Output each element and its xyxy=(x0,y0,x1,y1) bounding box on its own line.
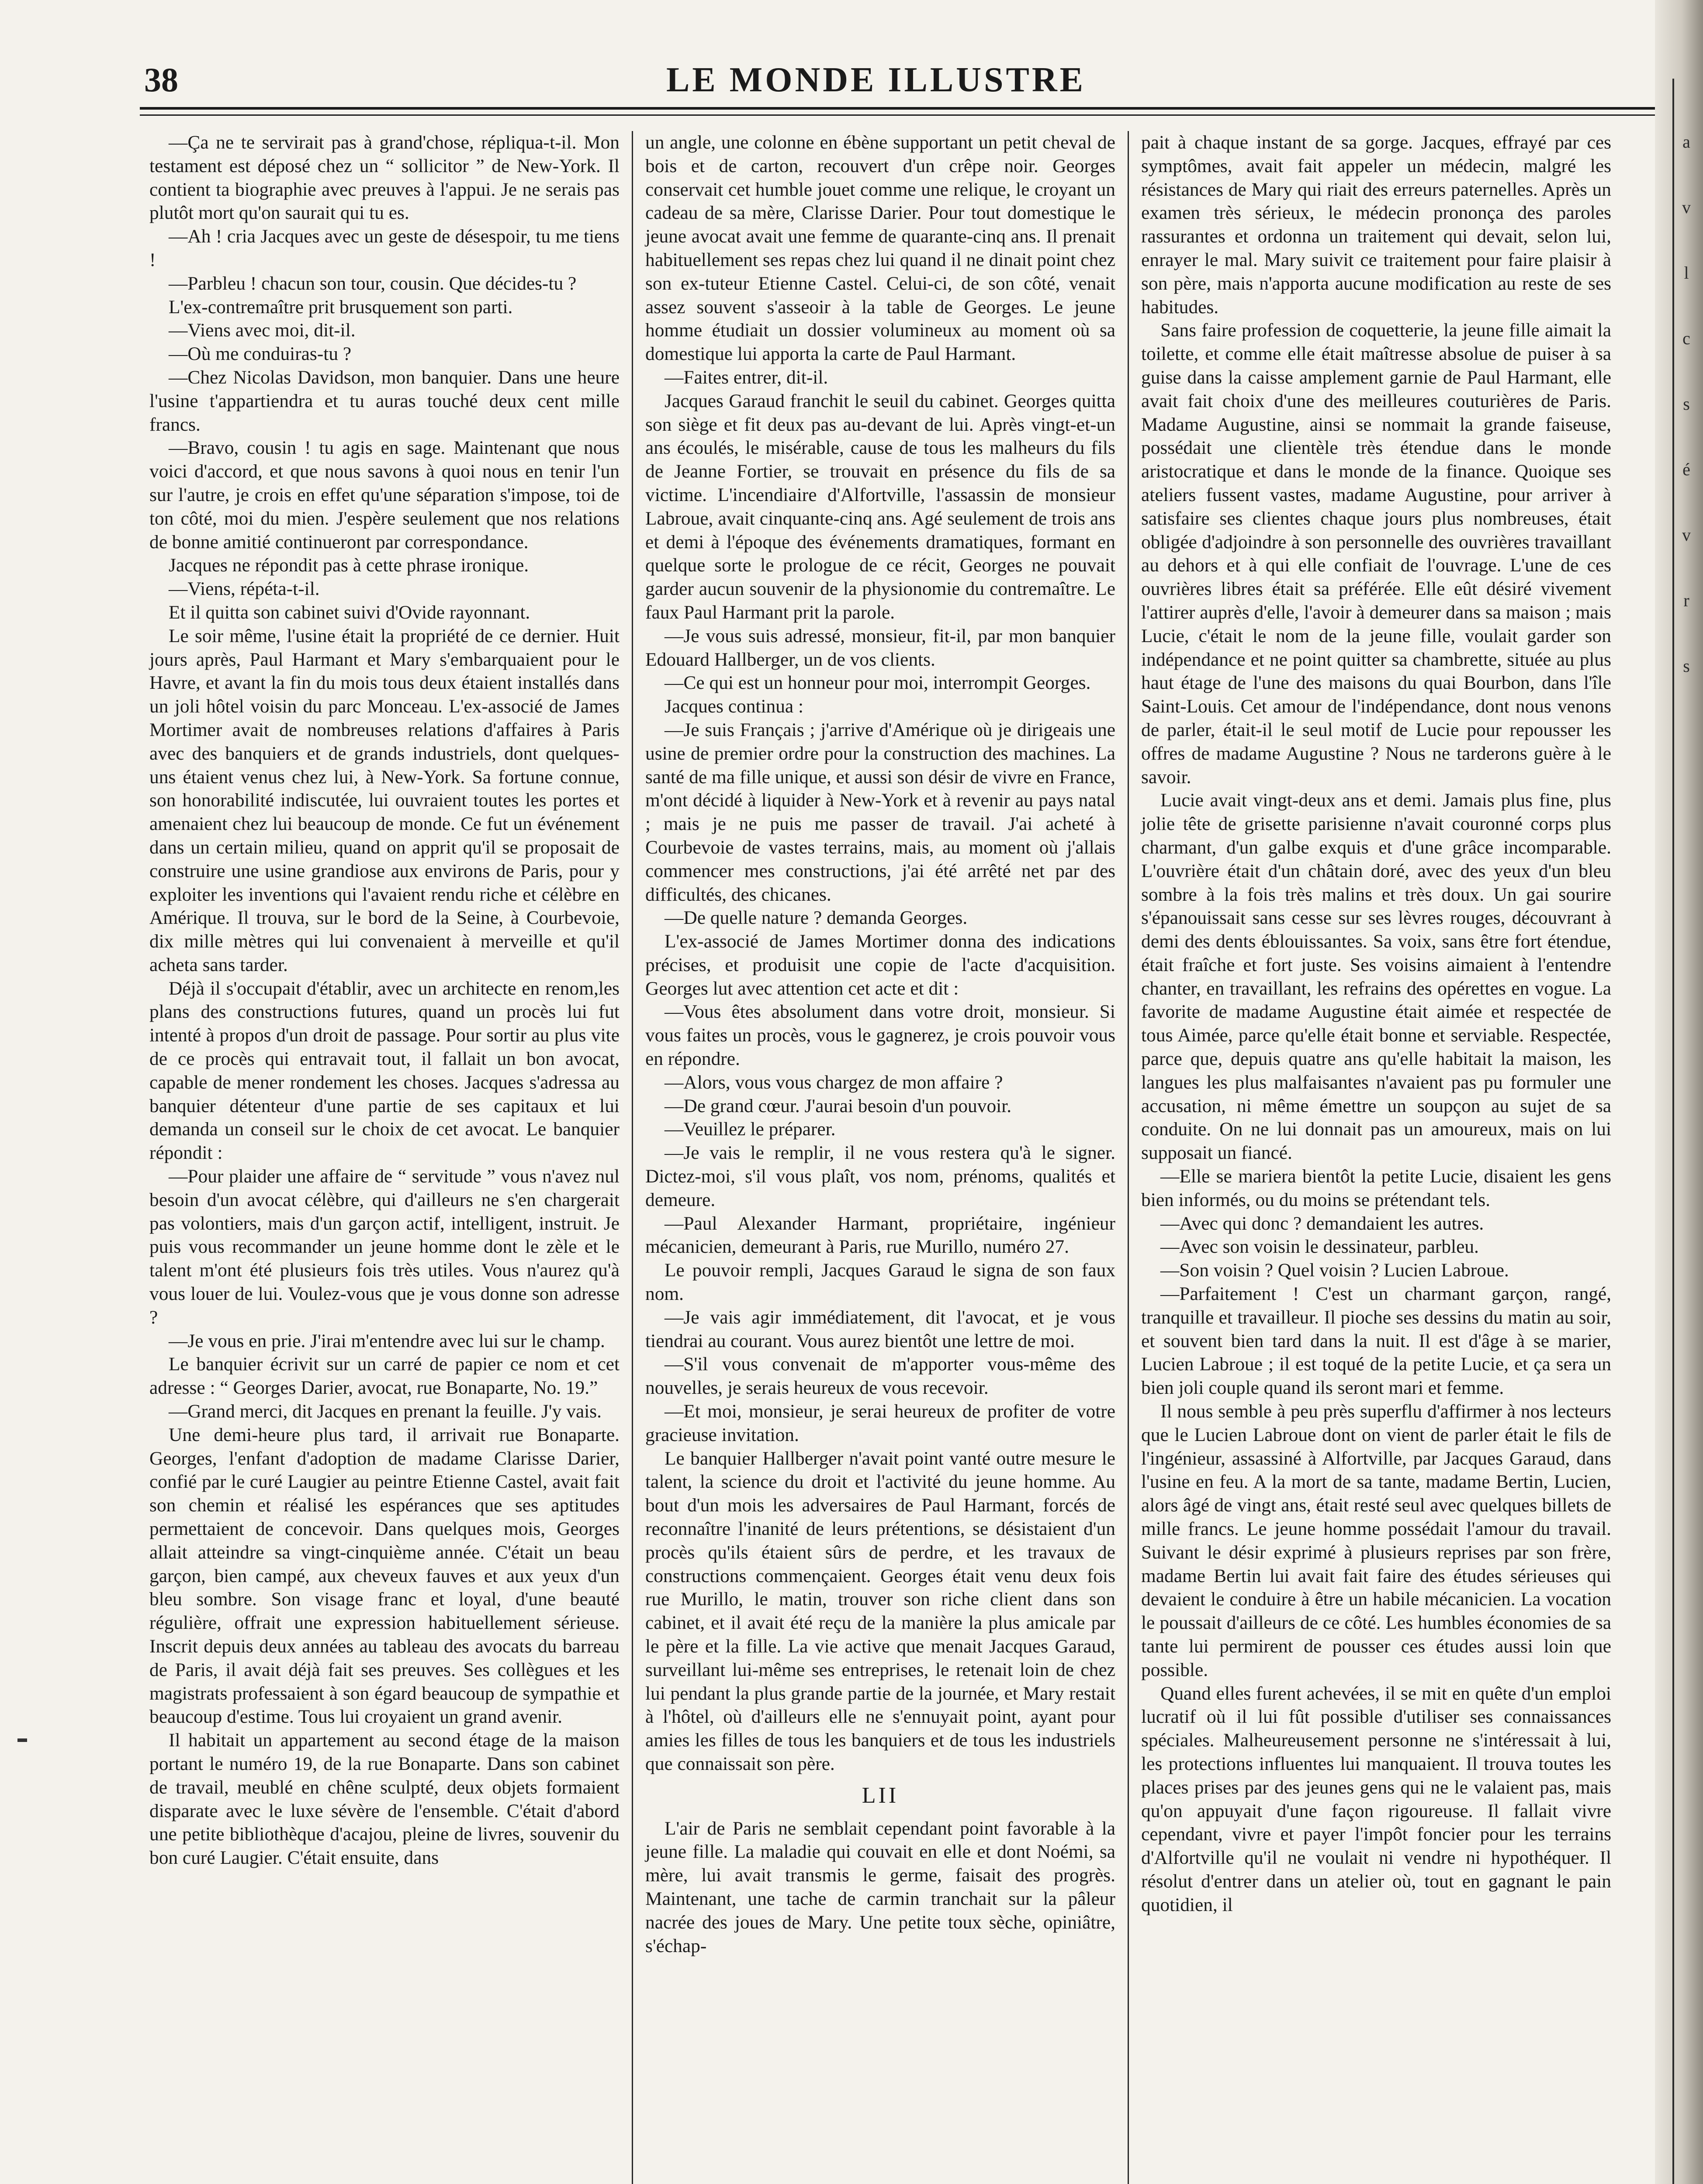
article-paragraph: —Où me conduiras-tu ? xyxy=(169,343,352,365)
article-paragraph: Il habitait un appartement au second étage de la maison portant le numéro 19, de la rue Bonaparte. Dans son cabinet de travail, meublé en chêne sculpté, deux objets formaient disparate avec le luxe sévère de l'ensemble. C'était d'abord une petite bibliothèque d'acajou, pleine de livres, souvenir du bon curé Laugier. C'était ensuite, dans xyxy=(149,1730,620,1869)
article-paragraph: —De grand cœur. J'aurai besoin d'un pouvoir. xyxy=(665,1095,1012,1116)
article-paragraph: —Parfaitement ! C'est un charmant garçon, rangé, tranquille et travailleur. Il pioche ses dessins du matin au soir, et souvent bien tard dans la nuit. Il est d'âge à se marier, Lucien Labroue ; il est toqué de la petite Lucie, et ça sera un bien joli couple quand ils seront mari et femme. xyxy=(1141,1283,1611,1399)
article-paragraph: —Viens, répéta-t-il. xyxy=(169,578,320,600)
journal-title: LE MONDE ILLUSTRE xyxy=(666,61,1086,99)
page-header xyxy=(140,52,1612,105)
article-paragraph: Déjà il s'occupait d'établir, avec un architecte en renom,les plans des constructions futures, quand un procès lui fut intenté à propos d'un droit de passage. Pour sortir au plus vite de ce procès qui entravait tout, il fallait un bon avocat, capable de mener rondement les choses. Jacques s'adressa au banquier détenteur d'une partie de ses capitaux et lui demanda un conseil sur le choix de cet avocat. Le banquier répondit : xyxy=(149,978,620,1164)
article-paragraph: —Avec son voisin le dessinateur, parbleu. xyxy=(1160,1236,1479,1258)
column-1 xyxy=(140,131,629,2184)
article-paragraph: Et il quitta son cabinet suivi d'Ovide rayonnant. xyxy=(169,601,530,623)
article-paragraph: L'ex-associé de James Mortimer donna des indications précises, et produisit une copie de l'acte d'acquisition. Georges lut avec attention cet acte et dit : xyxy=(645,931,1115,999)
article-paragraph: pait à chaque instant de sa gorge. Jacques, effrayé par ces symptômes, avait fait appeler un médecin, malgré les résistances de Mary qui riait des erreurs paternelles. Après un examen très sérieux, le médecin prononça des paroles rassurantes et ordonna un traitement qui devait, selon lui, enrayer le mal. Mary suivit ce traitement pour faire plaisir à son père, mais n'apporta aucune modification au reste de ses habitudes. xyxy=(1141,132,1611,318)
edge-letter: r xyxy=(1683,591,1689,610)
article-paragraph: —Bravo, cousin ! tu agis en sage. Maintenant que nous voici d'accord, et que nous savons à quoi nous en tenir l'un sur l'autre, je crois en effet qu'une séparation s'impose, toi de ton côté, moi du mien. J'espère seulement que nos relations de bonne amitié continueront par correspondance. xyxy=(149,437,620,553)
article-paragraph: —Pour plaider une affaire de “ servitude ” vous n'avez nul besoin d'un avocat célèbre, qui d'ailleurs ne s'en chargerait pas volontiers, mais d'un garçon actif, intelligent, instruit. Je puis vous recommander un jeune homme dont le zèle et le talent m'ont été plusieurs fois très utiles. Vous n'aurez qu'à vous louer de lui. Voulez-vous que je vous donne son adresse ? xyxy=(149,1166,620,1328)
article-paragraph: Sans faire profession de coquetterie, la jeune fille aimait la toilette, et comme elle était maîtresse absolue de puiser à sa guise dans la caisse amplement garnie de Paul Harmant, elle avait fait choix d'une des meilleures couturières de Paris. Madame Augustine, ainsi se nommait la grande faiseuse, possédait une clientèle très étendue dans le monde aristocratique et dans le monde de la finance. Quoique ses ateliers fussent vastes, madame Augustine, pour arriver à satisfaire ses clientes chaque jours plus nombreuses, était obligée d'adjoindre à son personnelle des ouvrières travaillant au dehors et à qui elle confiait de l'ouvrage. L'une de ces ouvrières libres était sa préférée. Elle eût désiré vivement l'attirer auprès d'elle, l'avoir à demeurer dans sa maison ; mais Lucie, c'était le nom de la jeune fille, voulait garder son indépendance et ne point quitter sa chambrette, située au plus haut étage de l'une des maisons du quai Bourbon, dans l'île Saint-Louis. Cet amour de l'indépendance, dont nous venons de parler, était-il le seul motif de Lucie pour repousser les offres de madame Augustine ? Nous ne tarderons guère à le savoir. xyxy=(1141,320,1611,788)
article-paragraph: —Je vous en prie. J'irai m'entendre avec lui sur le champ. xyxy=(169,1330,605,1351)
article-paragraph: Il nous semble à peu près superflu d'affirmer à nos lecteurs que le Lucien Labroue dont on vient de parler était le fils de l'ingénieur, assassiné à Alfortville, par Jacques Garaud, dans l'usine en feu. A la mort de sa tante, madame Bertin, Lucien, alors âgé de vingt ans, était resté seul avec quelques billets de mille francs. Le jeune homme possédait l'amour du travail. Suivant le désir exprimé à plusieurs reprises par son frère, madame Bertin lui avait fait faire des études sérieuses qui devaient le conduire à être un habile mécanicien. La vocation le poussait d'ailleurs de ce côté. Les humbles économies de sa tante lui permirent de pousser ces études aussi loin que possible. xyxy=(1141,1401,1611,1680)
article-paragraph: Le soir même, l'usine était la propriété de ce dernier. Huit jours après, Paul Harmant et Mary s'embarquaient pour le Havre, et avant la fin du mois tous deux étaient installés dans un joli hôtel voisin du parc Monceau. L'ex-associé de James Mortimer avait de nombreuses relations d'affaires à Paris avec des banquiers et de grands industriels, dont quelques-uns étaient venus chez lui, à New-York. Sa fortune connue, son honorabilité indiscutée, lui ouvraient toutes les portes et amenaient chez lui beaucoup de monde. Ce fut un événement dans un certain milieu, quand on apprit qu'il se proposait de construire une usine grandiose aux environs de Paris, pour y exploiter les inventions qui l'avaient rendu riche et célèbre en Amérique. Il trouva, sur le bord de la Seine, à Courbevoie, dix mille mètres qui lui convenaient à merveille et qu'il acheta sans tarder. xyxy=(149,625,620,975)
article-paragraph: —Chez Nicolas Davidson, mon banquier. Dans une heure l'usine t'appartiendra et tu auras touché deux cent mille francs. xyxy=(149,366,620,435)
article-paragraph: Jacques continua : xyxy=(665,696,804,717)
header-rule-top xyxy=(140,107,1656,110)
article-paragraph: Lucie avait vingt-deux ans et demi. Jamais plus fine, plus jolie tête de grisette parisienne n'avait couronné corps plus charmant, d'un galbe exquis et d'une grâce incomparable. L'ouvrière était d'un châtain doré, avec des yeux d'un bleu sombre à la fois très malins et très doux. Un gai sourire s'épanouissait sans cesse sur ses lèvres rouges, découvrant à demi des dents éblouissantes. Sa voix, sans être fort étendue, était fraîche et fort juste. Ses voisins aimaient à l'entendre chanter, en travaillant, les refrains des opérettes en vogue. La favorite de madame Augustine était aimée et respectée de tous Aimée, parce qu'elle était bonne et serviable. Respectée, parce que, depuis quatre ans qu'elle habitait la maison, les langues les plus malfaisantes n'avaient pas pu formuler une accusation, ni même émettre un soupçon au sujet de sa conduite. On ne lui donnait pas un amoureux, mais on lui supposait un fiancé. xyxy=(1141,790,1611,1164)
article-paragraph: —Je vais agir immédiatement, dit l'avocat, et je vous tiendrai au courant. Vous aurez bientôt une lettre de moi. xyxy=(645,1306,1115,1351)
edge-letter: s xyxy=(1683,394,1690,414)
article-paragraph: Quand elles furent achevées, il se mit en quête d'un emploi lucratif où il lui fût possible d'utiliser ses connaissances spéciales. Malheureusement personne ne s'intéressait à lui, les protections influentes lui manquaient. Il trouva toutes les places prises par des jeunes gens qui ne le valaient pas, mais qu'on appuyait d'une façon rigoureuse. Il fallait vivre cependant, vivre et payer l'impôt foncier pour les terrains d'Alfortville qu'il ne voulait ni vendre ni hypothéquer. Il résolut d'entrer dans un atelier où, tout en gagnant le pain quotidien, il xyxy=(1141,1683,1611,1915)
header-rule-bottom xyxy=(140,114,1656,116)
article-paragraph: Une demi-heure plus tard, il arrivait rue Bonaparte. Georges, l'enfant d'adoption de madame Clarisse Darier, confié par le curé Laugier au peintre Etienne Castel, avait fait son chemin et réalisé les espérances que ses aptitudes permettaient de concevoir. Dans quelques mois, Georges allait atteindre sa vingt-cinquième année. C'était un beau garçon, bien campé, aux cheveux fauves et aux yeux d'un bleu sombre. Son visage franc et loyal, d'une beauté régulière, offrait une expression habituellement sérieuse. Inscrit depuis deux années au tableau des avocats du barreau de Paris, il avait déjà fait ses preuves. Ses collègues et les magistrats professaient à son égard beaucoup de sympathie et beaucoup d'estime. Tous lui croyaient un grand avenir. xyxy=(149,1424,620,1728)
chapter-heading: LII xyxy=(862,1783,899,1808)
article-paragraph: Jacques ne répondit pas à cette phrase ironique. xyxy=(169,555,529,576)
adjacent-page-rule xyxy=(1672,79,1674,2184)
article-paragraph: —Et moi, monsieur, je serai heureux de profiter de votre gracieuse invitation. xyxy=(645,1401,1115,1445)
edge-letter: s xyxy=(1683,656,1690,676)
column-divider xyxy=(632,131,633,2184)
article-paragraph: —Paul Alexander Harmant, propriétaire, ingénieur mécanicien, demeurant à Paris, rue Murillo, numéro 27. xyxy=(645,1213,1115,1258)
article-paragraph: —Faites entrer, dit-il. xyxy=(665,366,828,388)
article-paragraph: Jacques Garaud franchit le seuil du cabinet. Georges quitta son siège et fit deux pas au-devant de lui. Après vingt-et-un ans écoulés, le misérable, cause de tous les malheurs du fils de Jeanne Fortier, se trouvait en présence du fils de sa victime. L'incendiaire d'Alfortville, l'assassin de monsieur Labroue, avait cinquante-cinq ans. Agé seulement de trois ans et demi à l'époque des événements dramatiques, formant en quelque sorte le prologue de ce récit, Georges ne pouvait garder aucun souvenir de la physionomie du contremaître. Le faux Paul Harmant prit la parole. xyxy=(645,390,1115,623)
edge-letter: l xyxy=(1684,263,1689,283)
article-paragraph: —Ah ! cria Jacques avec un geste de désespoir, tu me tiens ! xyxy=(149,226,620,270)
edge-letter: a xyxy=(1682,132,1690,152)
article-paragraph: Le banquier Hallberger n'avait point vanté outre mesure le talent, la science du droit et l'activité du jeune homme. Au bout d'un mois les adversaires de Paul Harmant, forcés de reconnaître l'inanité de leurs prétentions, se désistaient d'un procès qu'ils étaient sûrs de perdre, et les travaux de constructions commençaient. Georges était venu deux fois rue Murillo, le matin, trouver son riche client dans son cabinet, et il avait été reçu de la manière la plus amicale par le père et la fille. La vie active que menait Jacques Garaud, surveillant lui-même ses entreprises, le retenait loin de chez lui pendant la plus grande partie de la journée, et Mary restait à l'hôtel, où d'ailleurs elle ne s'ennuyait point, ayant pour amies les filles de tous les banquiers et de tous les industriels que connaissait son père. xyxy=(645,1448,1115,1774)
article-paragraph: —Grand merci, dit Jacques en prenant la feuille. J'y vais. xyxy=(169,1401,602,1422)
article-paragraph: un angle, une colonne en ébène supportant un petit cheval de bois et de carton, recouvert d'un crêpe noir. Georges conservait cet humble jouet comme une relique, le croyant un cadeau de sa mère, Clarisse Darier. Pour tout domestique le jeune avocat avait une femme de quarante-cinq ans. Il prenait habituellement ses repas chez lui quand il ne dinait point chez son ex-tuteur Etienne Castel. Celui-ci, de son côté, venait assez souvent s'asseoir à la table de Georges. Le jeune homme étudiait un dossier volumineux au moment où sa domestique lui apporta la carte de Paul Harmant. xyxy=(645,132,1115,365)
print-mark xyxy=(17,1738,27,1742)
article-paragraph: —Parbleu ! chacun son tour, cousin. Que décides-tu ? xyxy=(169,273,577,294)
edge-letter: v xyxy=(1682,525,1691,545)
article-paragraph: Le banquier écrivit sur un carré de papier ce nom et cet adresse : “ Georges Darier, avocat, rue Bonaparte, No. 19.” xyxy=(149,1354,620,1399)
article-paragraph: —Vous êtes absolument dans votre droit, monsieur. Si vous faites un procès, vous le gagnerez, je crois pouvoir vous en répondre. xyxy=(645,1001,1115,1070)
article-paragraph: —Alors, vous vous chargez de mon affaire ? xyxy=(665,1071,1003,1093)
article-paragraph: L'air de Paris ne semblait cependant point favorable à la jeune fille. La maladie qui couvait en elle et dont Noémi, sa mère, lui avait transmis le germe, faisait des progrès. Maintenant, une tache de carmin tranchait sur la pâleur nacrée des joues de Mary. Une petite toux sèche, opiniâtre, s'échap- xyxy=(645,1818,1115,1956)
edge-letter: é xyxy=(1682,460,1690,479)
column-3 xyxy=(1132,131,1621,2184)
article-paragraph: —Veuillez le préparer. xyxy=(665,1119,836,1140)
edge-letter: v xyxy=(1682,197,1691,217)
text-columns xyxy=(140,131,1634,2184)
article-paragraph: —S'il vous convenait de m'apporter vous-même des nouvelles, je serais heureux de vous recevoir. xyxy=(645,1354,1115,1399)
article-paragraph: —Je suis Français ; j'arrive d'Amérique où je dirigeais une usine de premier ordre pour la construction des machines. La santé de ma fille unique, et aussi son désir de vivre en France, m'ont décidé à liquider à New-York et à revenir au pays natal ; mais je ne puis me passer de travail. J'ai acheté à Courbevoie de vastes terrains, mais, au moment où j'allais commencer mes constructions, j'ai été arrêté net par des difficultés, des chicanes. xyxy=(645,719,1115,905)
adjacent-page-letters xyxy=(1678,109,1695,699)
article-paragraph: —Viens avec moi, dit-il. xyxy=(169,320,356,341)
article-paragraph: —Son voisin ? Quel voisin ? Lucien Labroue. xyxy=(1160,1260,1509,1281)
article-paragraph: —Ça ne te servirait pas à grand'chose, répliqua-t-il. Mon testament est déposé chez un “ sollicitor ” de New-York. Il contient ta biographie avec preuves à l'appui. Je ne serais pas plutôt mort qu'on saurait qui tu es. xyxy=(149,132,620,224)
article-paragraph: —Je vais le remplir, il ne vous restera qu'à le signer. Dictez-moi, s'il vous plaît, vos nom, prénoms, qualités et demeure. xyxy=(645,1142,1115,1210)
article-paragraph: L'ex-contremaître prit brusquement son parti. xyxy=(169,296,513,318)
page-edge-shadow xyxy=(1655,0,1703,2184)
edge-letter: c xyxy=(1682,328,1690,348)
article-paragraph: Le pouvoir rempli, Jacques Garaud le signa de son faux nom. xyxy=(645,1260,1115,1305)
article-paragraph: —Je vous suis adressé, monsieur, fit-il, par mon banquier Edouard Hallberger, un de vos clients. xyxy=(645,625,1115,670)
article-paragraph: —Avec qui donc ? demandaient les autres. xyxy=(1160,1213,1484,1234)
page-number: 38 xyxy=(144,61,178,99)
article-paragraph: —De quelle nature ? demanda Georges. xyxy=(665,907,968,929)
article-paragraph: —Ce qui est un honneur pour moi, interrompit Georges. xyxy=(665,672,1091,694)
article-paragraph: —Elle se mariera bientôt la petite Lucie, disaient les gens bien informés, ou du moins se prétendant tels. xyxy=(1141,1166,1611,1210)
column-divider xyxy=(1128,131,1129,2184)
column-2 xyxy=(636,131,1125,2184)
